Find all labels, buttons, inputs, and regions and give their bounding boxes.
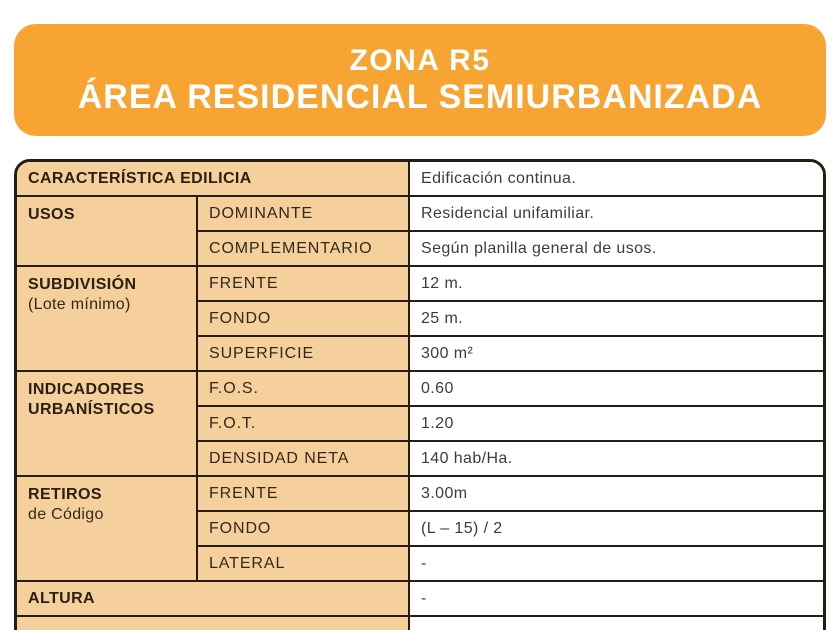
table-row [17, 162, 823, 196]
sublabel-densidad-neta: DENSIDAD NETA [197, 441, 409, 476]
table-row [17, 196, 823, 231]
value-complementario: Según planilla general de usos. [409, 231, 823, 266]
value-partial-row [409, 616, 823, 630]
label-retiros [17, 476, 197, 581]
table-row [17, 266, 823, 301]
sublabel-superficie: SUPERFICIE [197, 336, 409, 371]
label-subdivision-title: SUBDIVISIÓN [28, 276, 137, 293]
sublabel-frente-lote: FRENTE [197, 266, 409, 301]
label-caracteristica-edilicia: CARACTERÍSTICA EDILICIA [17, 162, 409, 196]
value-fondo-lote: 25 m. [409, 301, 823, 336]
sublabel-fondo-retiro: FONDO [197, 511, 409, 546]
sublabel-fos: F.O.S. [197, 371, 409, 406]
table-row [17, 581, 823, 616]
sublabel-fot: F.O.T. [197, 406, 409, 441]
table-row [17, 476, 823, 511]
value-superficie: 300 m² [409, 336, 823, 371]
table-row [17, 371, 823, 406]
sublabel-frente-retiro: FRENTE [197, 476, 409, 511]
sublabel-lateral: LATERAL [197, 546, 409, 581]
label-retiros-title: RETIROS [28, 486, 102, 503]
label-retiros-note: de Código [28, 506, 104, 523]
value-frente-lote: 12 m. [409, 266, 823, 301]
value-lateral: - [409, 546, 823, 581]
value-fot: 1.20 [409, 406, 823, 441]
sublabel-dominante: DOMINANTE [197, 196, 409, 231]
value-fos: 0.60 [409, 371, 823, 406]
sublabel-complementario: COMPLEMENTARIO [197, 231, 409, 266]
sublabel-fondo-lote: FONDO [197, 301, 409, 336]
zone-header-banner [14, 24, 826, 136]
label-subdivision-note: (Lote mínimo) [28, 296, 131, 313]
value-altura: - [409, 581, 823, 616]
label-usos: USOS [17, 196, 197, 266]
zone-code-title: ZONA R5 [349, 44, 491, 78]
label-indicadores-urbanisticos: INDICADORES URBANÍSTICOS [17, 371, 197, 476]
value-fondo-retiro: (L – 15) / 2 [409, 511, 823, 546]
label-partial-row [17, 616, 409, 630]
value-caracteristica-edilicia: Edificación continua. [409, 162, 823, 196]
label-altura: ALTURA [17, 581, 409, 616]
value-dominante: Residencial unifamiliar. [409, 196, 823, 231]
value-frente-retiro: 3.00m [409, 476, 823, 511]
value-densidad-neta: 140 hab/Ha. [409, 441, 823, 476]
table-row-partial [17, 616, 823, 630]
zoning-table [14, 159, 826, 630]
zone-area-title: ÁREA RESIDENCIAL SEMIURBANIZADA [77, 77, 763, 116]
label-subdivision [17, 266, 197, 371]
